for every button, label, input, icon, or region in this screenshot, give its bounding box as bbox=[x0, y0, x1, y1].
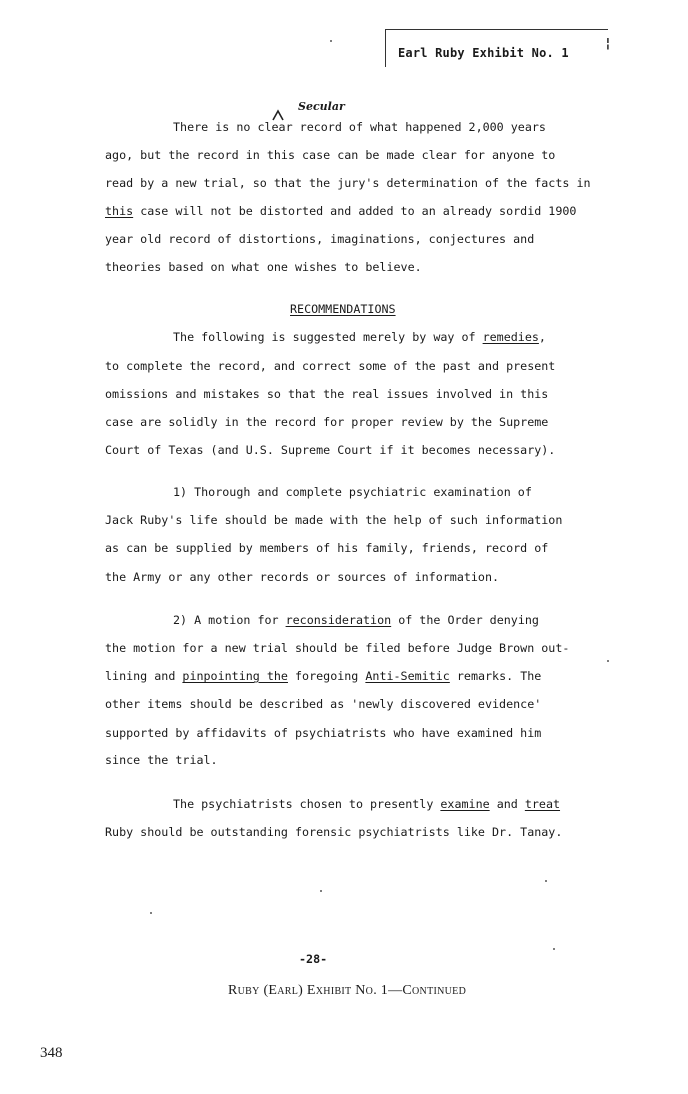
p5-line: Ruby should be outstanding forensic psychiatrists like Dr. Tanay. bbox=[105, 825, 563, 839]
p1-line: this case will not be distorted and added to an already sordid 1900 bbox=[105, 204, 577, 218]
p2-line: The following is suggested merely by way of remedies, bbox=[173, 330, 546, 344]
scan-speck bbox=[330, 40, 332, 42]
p1-line: theories based on what one wishes to believe. bbox=[105, 260, 422, 274]
p4-line: since the trial. bbox=[105, 753, 218, 767]
p5-line: The psychiatrists chosen to presently examine and treat bbox=[173, 797, 561, 811]
book-page-number: 348 bbox=[40, 1045, 63, 1061]
p2-line: omissions and mistakes so that the real issues involved in this bbox=[105, 387, 549, 401]
p3-line: Jack Ruby's life should be made with the help of such information bbox=[105, 513, 563, 527]
p1-line: read by a new trial, so that the jury's determination of the facts in bbox=[105, 176, 591, 190]
exhibit-label: Earl Ruby Exhibit No. 1 bbox=[398, 46, 569, 60]
p3-line: 1) Thorough and complete psychiatric examination of bbox=[173, 485, 532, 499]
p3-line: as can be supplied by members of his family, friends, record of bbox=[105, 541, 549, 555]
scan-speck bbox=[545, 880, 547, 882]
handwritten-annotation: Secular bbox=[298, 100, 345, 113]
p4-line: supported by affidavits of psychiatrists who have examined him bbox=[105, 726, 542, 740]
p2-line: to complete the record, and correct some of the past and present bbox=[105, 359, 556, 373]
scan-speck bbox=[553, 948, 555, 950]
p3-line: the Army or any other records or sources of information. bbox=[105, 570, 500, 584]
p1-line: There is no clear record of what happened 2,000 years bbox=[173, 120, 546, 134]
p1-line: ago, but the record in this case can be made clear for anyone to bbox=[105, 148, 556, 162]
page-number: -28- bbox=[299, 952, 328, 966]
scan-speck bbox=[607, 660, 609, 662]
exhibit-caption: Ruby (Earl) Exhibit No. 1—Continued bbox=[228, 983, 467, 998]
p2-line: Court of Texas (and U.S. Supreme Court if it becomes necessary). bbox=[105, 443, 556, 457]
p2-line: case are solidly in the record for proper review by the Supreme bbox=[105, 415, 549, 429]
p1-line: year old record of distortions, imaginations, conjectures and bbox=[105, 232, 535, 246]
p4-line: the motion for a new trial should be filed before Judge Brown out- bbox=[105, 641, 570, 655]
p4-line: other items should be described as 'newly discovered evidence' bbox=[105, 697, 542, 711]
scan-speck bbox=[320, 890, 322, 892]
p4-line: lining and pinpointing the foregoing Anti-Semitic remarks. The bbox=[105, 669, 542, 683]
exhibit-corner-mark: ¦ bbox=[604, 36, 612, 51]
scan-speck bbox=[150, 912, 152, 914]
section-heading: RECOMMENDATIONS bbox=[290, 302, 396, 316]
p4-line: 2) A motion for reconsideration of the Order denying bbox=[173, 613, 539, 627]
